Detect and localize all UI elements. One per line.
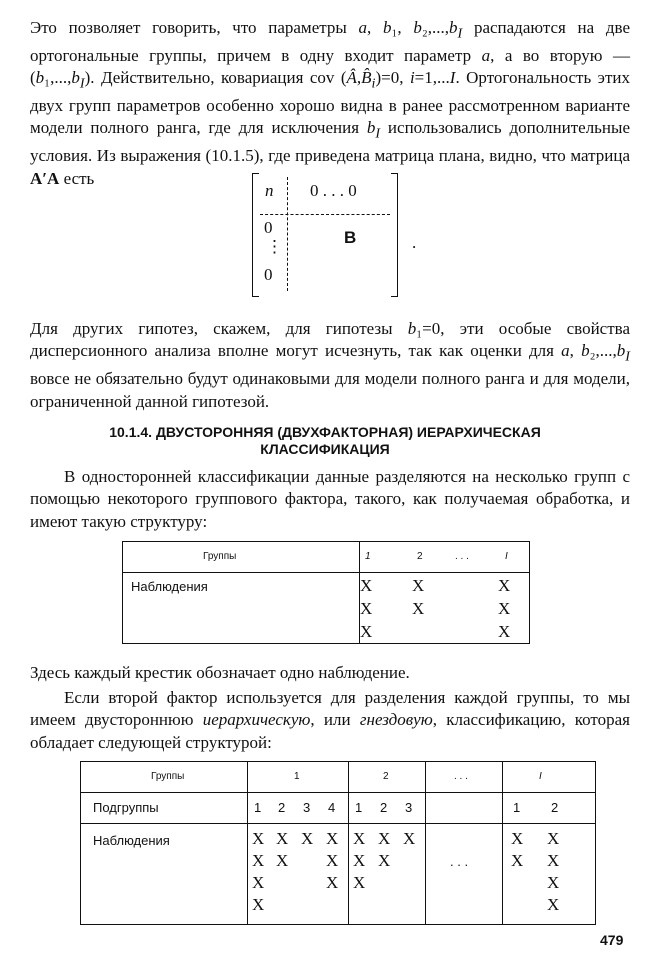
paragraph-1: Это позволяет говорить, что параметры a, b₁, $b_2,...,b_I$ распадаются на две ортогональные группы, причем в одну входит параметр a, а во вторую — $(b_1,...,b_I)$. Действительно, ковариация cov $(Â,B̂_i)=0$, i=1,...I. Ортогональность этих двух групп параметров особенно хорошо видна в ранее рассмотренном варианте модели полного ранга, где для исключения $b_I$ использовались дополнительные условия. Из выражения (10.1.5), где приведена матрица плана, видно, что матрица A′A есть [30,18,631,188]
t2-subgroups-gI: 1 2 [503,793,596,824]
paragraph-5: Если второй фактор используется для разделения каждой группы, то мы имеем двустороннюю иерархическую, или гнездовую, классификацию, которая обладает следующей структурой: [30,688,630,752]
paragraph-2: Для других гипотез, скажем, для гипотезы b₁=0, эти особые свойства дисперсионного анализа вполне могут исчезнуть, так как оценки для a, $b_2,...,b_I$ вовсе не обязательно будут одинаковыми для модели полного ранга и для модели, ограниченной данной гипотезой. [30,319,630,411]
t2-observations-g2 [349,824,426,925]
t2-subgroups-g1: 1 2 3 4 [248,793,349,824]
obs-mark: X [326,829,339,848]
obs-mark: X [360,599,373,618]
design-matrix [252,173,417,295]
section-heading [90,424,560,458]
obs-mark: X [353,829,366,848]
obs-mark: X [252,829,265,848]
nested-structure-table [80,761,596,925]
t2-subgroups-dots [426,793,503,824]
obs-mark: X [252,851,265,870]
t2-observations-label-cell: Наблюдения [81,824,248,925]
matrix-vertical-dashed-divider [287,177,288,291]
matrix-left-bracket [252,173,259,297]
obs-mark: X [276,851,289,870]
obs-mark: X [326,851,339,870]
obs-mark: X [547,895,560,914]
obs-mark: X [301,829,314,848]
t1-observations-label-cell: Наблюдения [123,573,360,644]
t2-group-1: 1 [248,762,349,793]
t2-groups-header: Группы [81,762,248,793]
matrix-B-block: B [344,228,357,247]
page-number: 479 [600,932,624,948]
matrix-col0-top: 0 [264,218,273,237]
t2-observations-gI [503,824,596,925]
t2-subgroups-label-cell: Подгруппы [81,793,248,824]
one-way-structure-table [122,541,530,644]
obs-mark: X [360,576,373,595]
t2-group-I: I [503,762,596,793]
obs-mark: X [511,851,524,870]
t1-groups-header: Группы [123,542,360,573]
obs-mark: X [498,599,511,618]
matrix-right-bracket [391,173,398,297]
obs-mark: X [403,829,416,848]
heading-line-1: 10.1.4. ДВУСТОРОННЯЯ (ДВУХФАКТОРНАЯ) ИЕРАРХИЧЕСКАЯ [109,424,541,440]
matrix-vdots: ⋮ [266,237,283,256]
matrix-n: n [265,181,274,200]
obs-mark: X [252,873,265,892]
obs-mark: X [326,873,339,892]
obs-mark: X [412,599,425,618]
t2-group-2: 2 [349,762,426,793]
matrix-horizontal-dashed-divider [260,214,390,215]
t2-observations-g1 [248,824,349,925]
obs-mark: X [276,829,289,848]
t2-observations-dots: . . . [426,824,503,925]
obs-mark: X [498,576,511,595]
matrix-period: . [412,233,417,252]
t1-group-numbers: 1 2 . . . I [360,542,530,573]
t2-group-dots: . . . [426,762,503,793]
t1-observations-cell [360,573,530,644]
matrix-col0-bottom: 0 [264,265,273,284]
obs-mark: X [378,851,391,870]
t2-subgroups-g2: 1 2 3 [349,793,426,824]
obs-mark: X [547,829,560,848]
paragraph-3: В односторонней классификации данные разделяются на несколько групп с помощью некоторого группового фактора, такого, как получаемая обработка, и имеют такую структуру: [30,467,630,531]
heading-line-2: КЛАССИФИКАЦИЯ [260,441,390,457]
obs-mark: X [353,851,366,870]
obs-mark: X [412,576,425,595]
obs-mark: X [353,873,366,892]
obs-mark: X [511,829,524,848]
obs-mark: X [547,873,560,892]
obs-mark: X [498,622,511,641]
matrix-top-row: 0 . . . 0 [310,181,357,200]
obs-mark: X [547,851,560,870]
paragraph-4: Здесь каждый крестик обозначает одно наблюдение. [30,663,410,682]
obs-mark: X [360,622,373,641]
obs-mark: X [252,895,265,914]
obs-mark: X [378,829,391,848]
